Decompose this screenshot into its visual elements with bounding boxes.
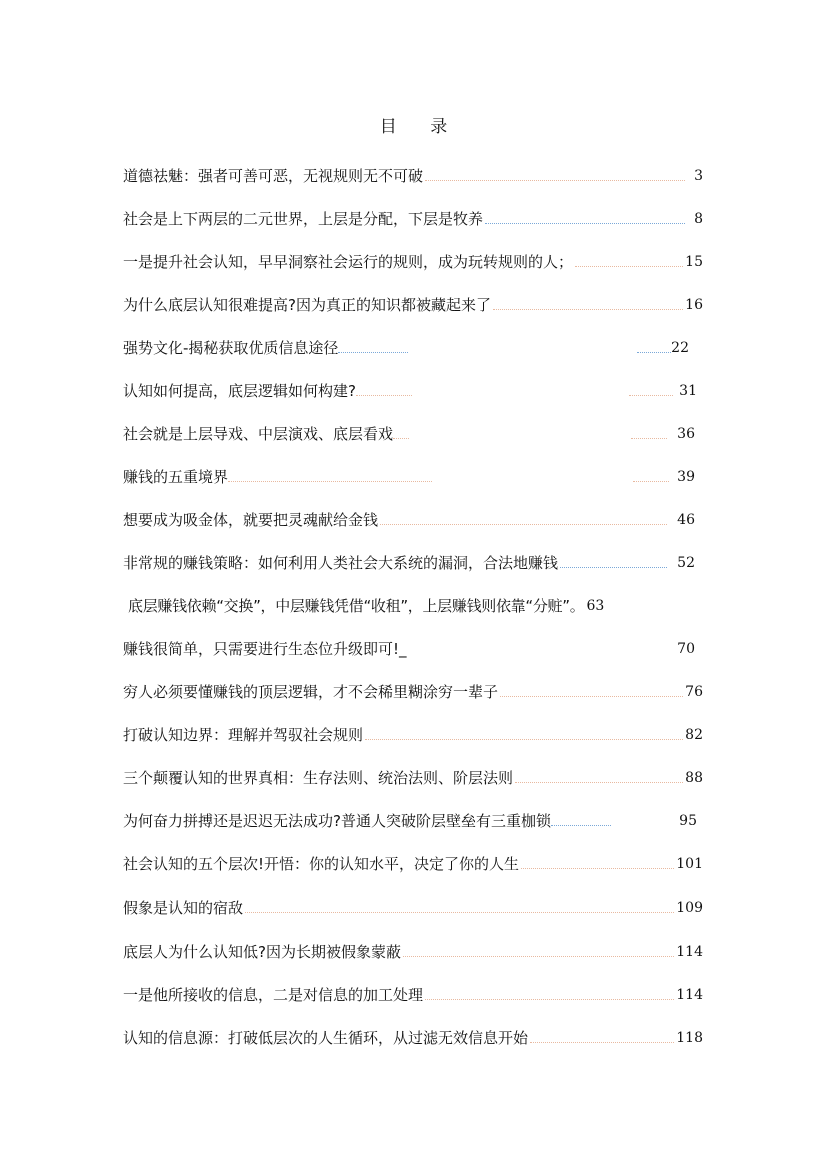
toc-entry-label: 道德祛魅：强者可善可恶，无视规则无不可破 (123, 166, 424, 185)
toc-entry-page: 101 (676, 855, 703, 872)
toc-entry[interactable] (123, 455, 703, 498)
toc-entry-page: 76 (685, 683, 703, 700)
toc-entry[interactable] (123, 842, 703, 885)
toc-entry-page: 3 (694, 167, 703, 184)
leader-dots (393, 433, 667, 434)
toc-entry-label: 为什么底层认知很难提高?因为真正的知识都被藏起来了 (123, 295, 491, 314)
toc-entry-label: 底层赚钱依赖“交换”，中层赚钱凭借“收租”，上层赚钱则依靠“分赃”。 (128, 596, 585, 615)
leader-dots (425, 999, 674, 1000)
toc-entry[interactable] (123, 283, 703, 326)
leader-dots (425, 180, 685, 181)
toc-entry-label: 假象是认知的宿敌 (123, 898, 244, 917)
leader-dots (530, 1042, 674, 1043)
toc-entry[interactable] (123, 799, 703, 842)
toc-entry-page: 70 (677, 640, 695, 657)
leader-dots (380, 524, 667, 525)
toc-title: 目 录 (379, 117, 462, 137)
toc-entry[interactable] (123, 197, 703, 240)
leader-dots (356, 390, 673, 391)
toc-entry-label: 一是他所接收的信息，二是对信息的加工处理 (123, 985, 424, 1004)
leader-dots (403, 956, 674, 957)
toc-entry[interactable] (123, 498, 703, 541)
toc-entry-page: 31 (679, 382, 697, 399)
leader-dots (365, 739, 683, 740)
leader-dots (575, 266, 683, 267)
toc-entry-label: 一是提升社会认知，早早洞察社会运行的规则，成为玩转规则的人； (123, 252, 574, 271)
table-of-contents (123, 154, 703, 1059)
toc-entry[interactable] (123, 1016, 703, 1059)
toc-entry-page: 88 (685, 769, 703, 786)
toc-entry-page: 118 (676, 1029, 703, 1046)
toc-entry-page: 95 (679, 812, 697, 829)
toc-entry-label: 赚钱的五重境界 (123, 467, 229, 486)
toc-entry-label: 强势文化-揭秘获取优质信息途径 (123, 338, 339, 357)
leader-dots (228, 476, 669, 477)
toc-entry-page: 16 (685, 296, 703, 313)
toc-entry-label: 非常规的赚钱策略：如何利用人类社会大系统的漏洞，合法地赚钱 (123, 553, 559, 572)
toc-entry[interactable] (123, 756, 703, 799)
leader-dots (485, 223, 685, 224)
toc-entry-page: 22 (671, 339, 689, 356)
toc-entry[interactable] (123, 627, 703, 670)
toc-entry[interactable] (123, 326, 703, 369)
toc-entry-page: 114 (676, 943, 703, 960)
toc-entry[interactable] (128, 584, 703, 627)
toc-entry[interactable] (123, 930, 703, 973)
toc-entry-label: 社会是上下两层的二元世界，上层是分配，下层是牧养 (123, 209, 484, 228)
leader-dots (551, 820, 679, 821)
toc-entry-label: 穷人必须要懂赚钱的顶层逻辑，才不会稀里糊涂穷一辈子 (123, 682, 499, 701)
toc-entry[interactable] (123, 973, 703, 1016)
leader-dots (245, 912, 674, 913)
toc-entry-page: 39 (677, 468, 695, 485)
toc-entry-page: 82 (685, 726, 703, 743)
toc-entry-label: 为何奋力拼搏还是迟迟无法成功?普通人突破阶层壁垒有三重枷锁 (123, 811, 551, 830)
toc-entry-page: 114 (676, 986, 703, 1003)
toc-entry-page: 109 (676, 899, 703, 916)
toc-entry[interactable] (123, 240, 703, 283)
leader-dots (500, 696, 683, 697)
toc-entry-page: 36 (677, 425, 695, 442)
toc-entry-label: 社会就是上层导戏、中层演戏、底层看戏 (123, 424, 394, 443)
toc-entry-page: 46 (677, 511, 695, 528)
toc-entry-page: 63 (586, 597, 605, 614)
leader-dots (560, 567, 667, 568)
toc-entry-label: 想要成为吸金体，就要把灵魂献给金钱 (123, 510, 379, 529)
toc-entry[interactable] (123, 885, 703, 930)
toc-entry-page: 15 (685, 253, 703, 270)
leader-dots (493, 309, 683, 310)
toc-entry-label: 三个颠覆认知的世界真相：生存法则、统治法则、阶层法则 (123, 768, 514, 787)
toc-entry[interactable] (123, 713, 703, 756)
toc-entry[interactable] (123, 369, 703, 412)
toc-entry[interactable] (123, 541, 703, 584)
toc-entry-label: 打破认知边界：理解并驾驭社会规则 (123, 725, 364, 744)
toc-entry-label: 认知如何提高，底层逻辑如何构建? (123, 381, 356, 400)
leader-dots (338, 347, 671, 348)
leader-dots (521, 868, 674, 869)
toc-entry[interactable] (123, 670, 703, 713)
toc-entry-page: 8 (694, 210, 703, 227)
toc-entry-label: 认知的信息源：打破低层次的人生循环，从过滤无效信息开始 (123, 1028, 529, 1047)
leader-dots (515, 782, 683, 783)
toc-entry-label: 赚钱很简单，只需要进行生态位升级即可!_ (123, 639, 407, 658)
toc-entry-label: 社会认知的五个层次!开悟：你的认知水平，决定了你的人生 (123, 854, 520, 873)
toc-entry-page: 52 (677, 554, 695, 571)
toc-entry[interactable] (123, 154, 703, 197)
toc-entry-label: 底层人为什么认知低?因为长期被假象蒙蔽 (123, 942, 401, 961)
toc-entry[interactable] (123, 412, 703, 455)
